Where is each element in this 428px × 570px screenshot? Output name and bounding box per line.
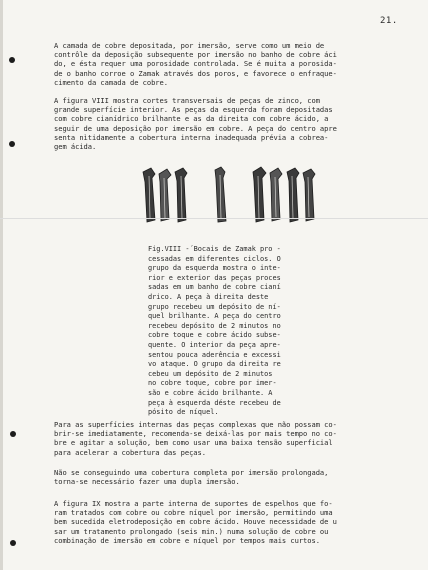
caption-line: quente. O interior da peça apre- <box>148 340 281 349</box>
paragraph-internal-surfaces <box>54 420 409 457</box>
text-line: ram tratados com cobre ou cobre níquel por imersão, permitindo uma <box>54 508 333 518</box>
text-line: do, e ésta requer uma porosidade controlada. Se é muita a porosida- <box>54 59 337 69</box>
binder-hole-lower <box>10 431 16 437</box>
page-edge-shadow <box>0 0 3 570</box>
text-line: contrôle da deposição subsequente por imersão no banho de cobre áci <box>54 50 337 60</box>
text-line: grande superfície interior. As peças da esquerda foram depositadas <box>54 105 333 115</box>
paragraph-double-immersion <box>54 468 409 486</box>
caption-line: recebeu depósito de 2 minutos no <box>148 321 281 330</box>
caption-line: sadas em um banho de cobre cianí <box>148 283 281 292</box>
paragraph-figure-ix <box>54 499 409 545</box>
caption-line: grupo recebeu um depósito de ní- <box>148 302 281 311</box>
caption-line: são e cobre ácido brilhante. A <box>148 388 273 397</box>
caption-line: sentou pouca aderência e excessi <box>148 350 281 359</box>
caption-line: grupo da esquerda mostra o inte- <box>148 264 281 273</box>
binder-hole-top <box>9 57 15 63</box>
caption-line: vo ataque. O grupo da direita re <box>148 360 281 369</box>
scan-fold-line <box>0 218 428 219</box>
text-line: A figura IX mostra a parte interna de suportes de espelhos que fo- <box>54 499 333 508</box>
text-line: brir-se imediatamente, recomenda-se deixá-las por mais tempo no co- <box>54 429 337 439</box>
caption-line: no cobre toque, cobre por imer- <box>148 379 277 388</box>
figure-viii-caption <box>148 245 308 418</box>
caption-line: quel brilhante. A peça do centro <box>148 312 281 321</box>
text-line: senta nìtidamente a cobertura interna inadequada prévia a cobrea- <box>54 132 329 142</box>
caption-line: pósito de níquel. <box>148 408 219 417</box>
text-line: gem ácida. <box>54 141 97 151</box>
text-line: para acelerar a cobertura das peças. <box>54 447 206 457</box>
text-line: A camada de cobre depositada, por imersão, serve como um meio de <box>54 41 325 50</box>
caption-line: drico. A peça à direita deste <box>148 292 269 301</box>
caption-line: Fig.VIII -´Bocais de Zamak pro - <box>148 245 281 253</box>
text-line: combinação de imersão em cobre e níquel por tempos mais curtos. <box>54 535 320 545</box>
text-line: de o banho corroe o Zamak através dos poros, e favorece o enfraque- <box>54 68 337 78</box>
paragraph-copper-layer <box>54 41 409 87</box>
caption-line: rior e exterior das peças proces <box>148 273 281 282</box>
figure-viii-photo <box>133 164 323 226</box>
binder-hole-upper <box>9 141 15 147</box>
text-line: bem sucedida eletrodeposição em cobre ácido. Houve necessidade de u <box>54 517 337 527</box>
text-line: torna-se necessário fazer uma dupla imersão. <box>54 477 240 487</box>
caption-line: cobre toque e cobre ácido subse- <box>148 331 281 340</box>
text-line: Para as superfícies internas das peças complexas que não possam co- <box>54 420 337 429</box>
caption-line: cessadas em diferentes ciclos. O <box>148 254 281 263</box>
text-line: seguir de uma deposição por imersão em cobre. A peça do centro apre <box>54 123 337 133</box>
page-number: 21. <box>380 16 398 26</box>
text-line: A figura VIII mostra cortes transversais de peças de zinco, com <box>54 96 320 105</box>
text-line: com cobre cianídrico brilhante e as da direita com cobre ácido, a <box>54 114 329 124</box>
text-line: sar um tratamento prolongado (seis min.) numa solução de cobre ou <box>54 526 329 536</box>
binder-hole-bottom <box>10 540 16 546</box>
caption-line: peça à esquerda déste recebeu de <box>148 398 281 407</box>
text-line: bre e agitar a solução, bem como usar uma baixa tensão superficial <box>54 438 333 448</box>
text-line: cimento da camada de cobre. <box>54 77 168 87</box>
paragraph-figure-viii-intro <box>54 96 409 151</box>
caption-line: cebeu um depósito de 2 minutos <box>148 369 273 378</box>
text-line: Não se conseguindo uma cobertura completa por imersão prolongada, <box>54 468 329 477</box>
